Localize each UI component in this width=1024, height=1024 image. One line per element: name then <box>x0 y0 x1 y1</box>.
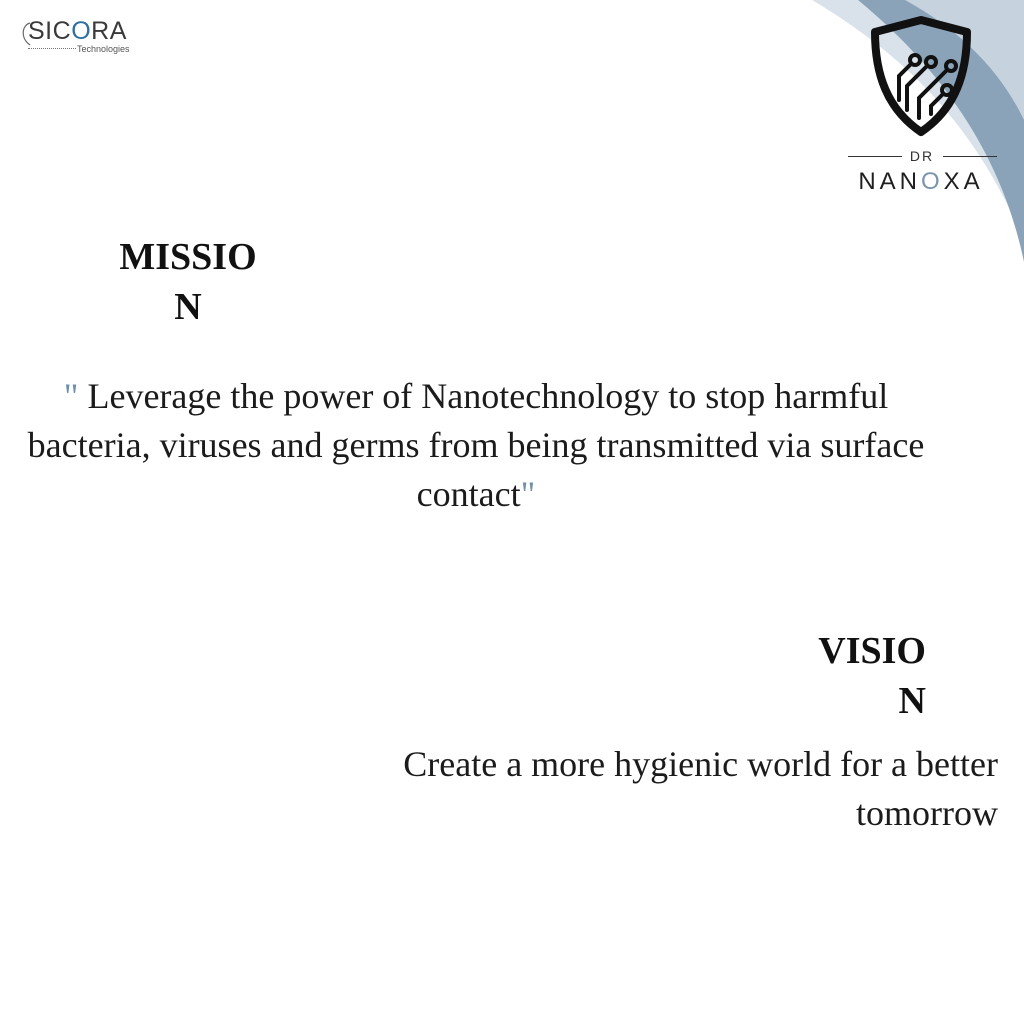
divider-line <box>848 156 902 157</box>
logo-prefix: DR <box>909 148 935 164</box>
dr-nanoxa-logo <box>845 14 1005 199</box>
sicora-tagline: Technologies <box>77 44 130 54</box>
vision-heading: VISION <box>818 630 926 722</box>
mission-heading: MISSION <box>119 236 257 328</box>
divider-line <box>943 156 997 157</box>
logo-dotted-line <box>28 48 76 49</box>
mission-text: Leverage the power of Nanotechnology to stop harmful bacteria, viruses and germs from being transmitted via surface contact <box>27 376 925 514</box>
close-quote: " <box>520 474 536 514</box>
open-quote: " <box>63 376 79 416</box>
mission-statement <box>26 372 926 519</box>
shield-circuit-icon <box>869 14 973 138</box>
nanoxa-wordmark: NANOXA <box>858 168 984 195</box>
sicora-logo <box>18 16 148 60</box>
logo-prefix-row <box>845 148 997 166</box>
sicora-wordmark: SICORA <box>28 17 127 45</box>
vision-statement: Create a more hygienic world for a better tomorrow <box>403 744 998 833</box>
